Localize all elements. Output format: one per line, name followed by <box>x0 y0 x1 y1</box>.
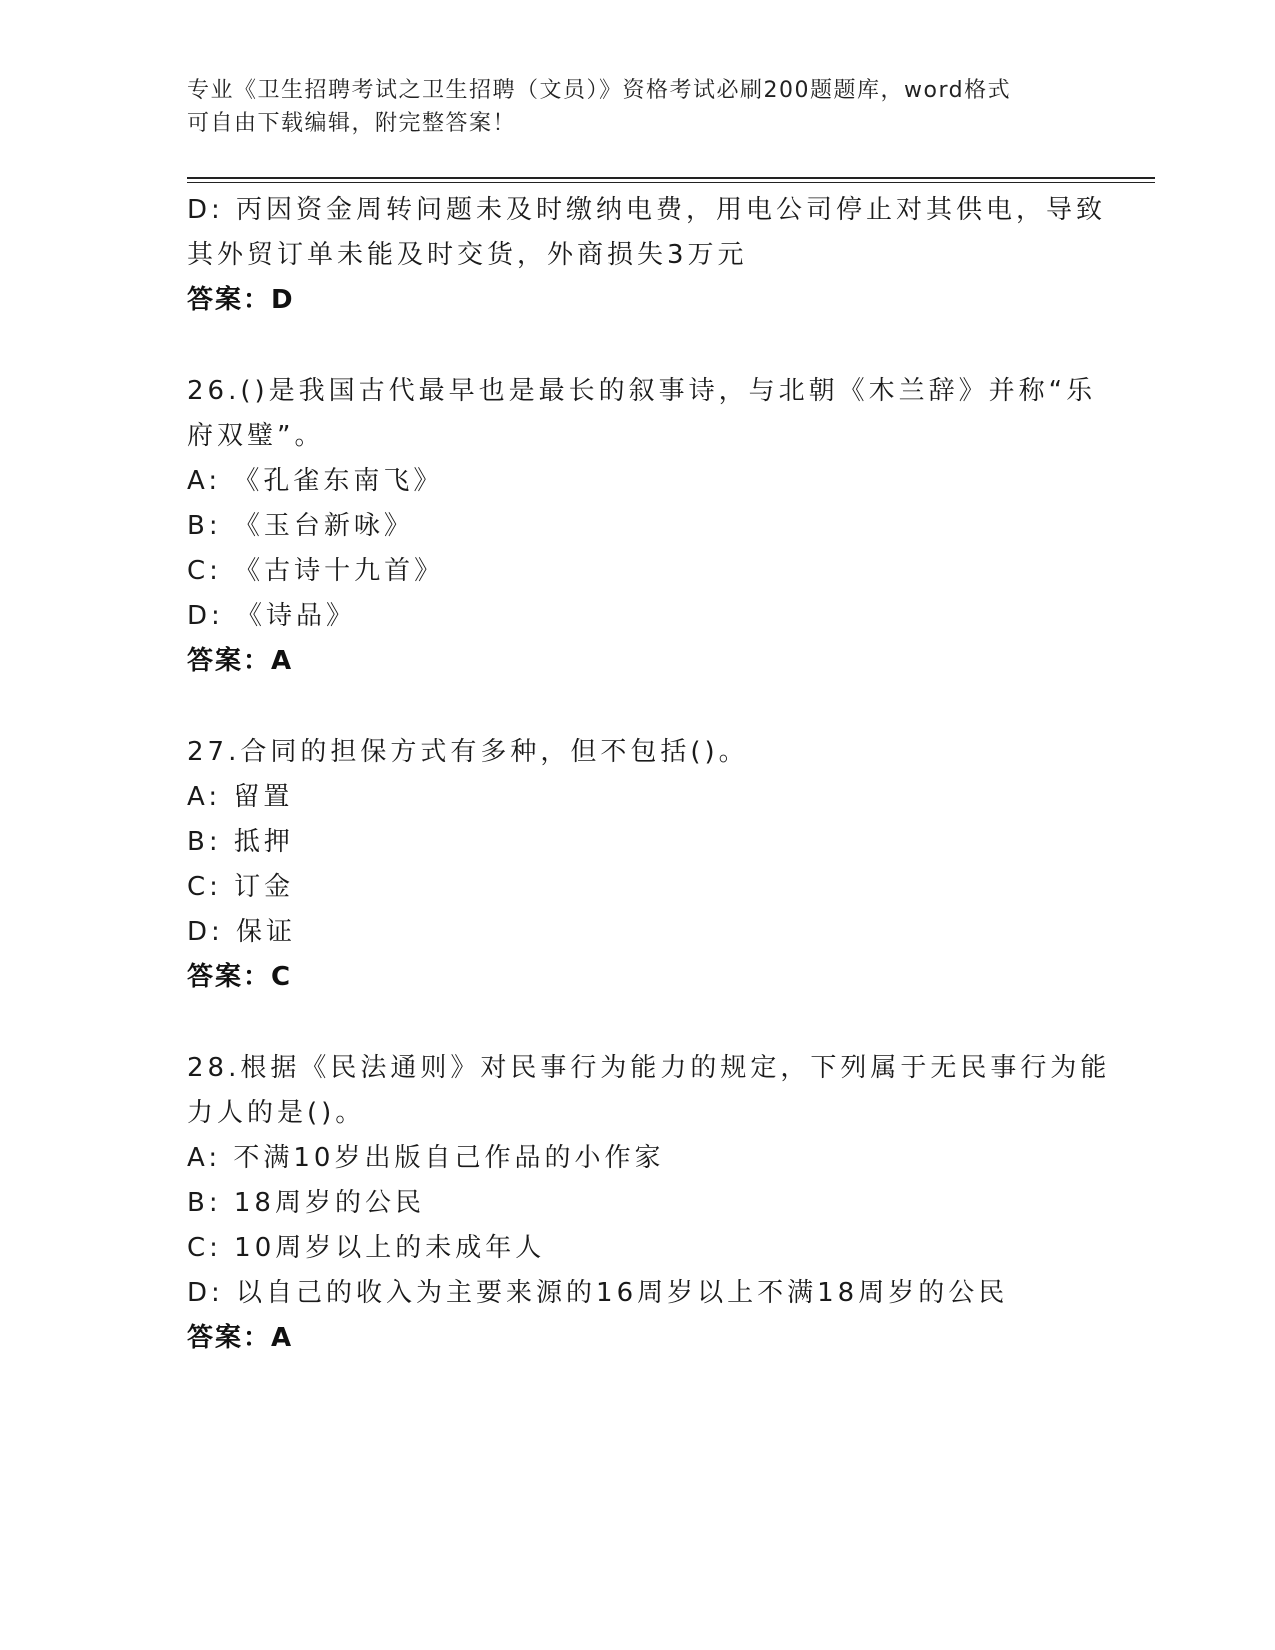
question-stem-line-1: 27.合同的担保方式有多种，但不包括()。 <box>187 737 749 767</box>
option-d-line-2: 其外贸订单未能及时交货，外商损失3万元 <box>187 240 748 270</box>
option-d-line-1: D: 丙因资金周转问题未及时缴纳电费，用电公司停止对其供电，导致 <box>187 195 1107 225</box>
question-26 <box>187 369 1097 684</box>
option-d: D: 以自己的收入为主要来源的16周岁以上不满18周岁的公民 <box>187 1278 1009 1308</box>
answer-label: 答案：D <box>187 285 295 315</box>
option-b: B: 《玉台新咏》 <box>187 511 414 541</box>
question-28 <box>187 1046 1111 1361</box>
answer-label: 答案：A <box>187 646 294 676</box>
option-a: A: 留置 <box>187 782 294 812</box>
option-a: A: 不满10岁出版自己作品的小作家 <box>187 1143 665 1173</box>
question-25-continuation <box>187 188 1107 323</box>
header-line-2: 可自由下载编辑，附完整答案！ <box>187 111 517 136</box>
question-stem-line-1: 28.根据《民法通则》对民事行为能力的规定，下列属于无民事行为能 <box>187 1053 1111 1083</box>
option-c: C: 《古诗十九首》 <box>187 556 445 586</box>
option-b: B: 抵押 <box>187 827 294 857</box>
header-divider-thick <box>187 177 1155 179</box>
header-divider-thin <box>187 182 1155 183</box>
answer-label: 答案：A <box>187 1323 294 1353</box>
option-d: D: 《诗品》 <box>187 601 357 631</box>
question-list <box>187 188 1111 1361</box>
option-c: C: 订金 <box>187 872 295 902</box>
option-d: D: 保证 <box>187 917 297 947</box>
header-line-1: 专业《卫生招聘考试之卫生招聘（文员）》资格考试必刷200题题库，word格式 <box>187 78 1012 103</box>
question-stem-line-2: 力人的是()。 <box>187 1098 366 1128</box>
question-27 <box>187 730 1087 1000</box>
document-header <box>187 74 1087 140</box>
option-a: A: 《孔雀东南飞》 <box>187 466 444 496</box>
question-stem-line-2: 府双璧”。 <box>187 421 325 451</box>
answer-label: 答案：C <box>187 962 293 992</box>
option-c: C: 10周岁以上的未成年人 <box>187 1233 546 1263</box>
option-b: B: 18周岁的公民 <box>187 1188 425 1218</box>
question-stem-line-1: 26.()是我国古代最早也是最长的叙事诗，与北朝《木兰辞》并称“乐 <box>187 376 1097 406</box>
